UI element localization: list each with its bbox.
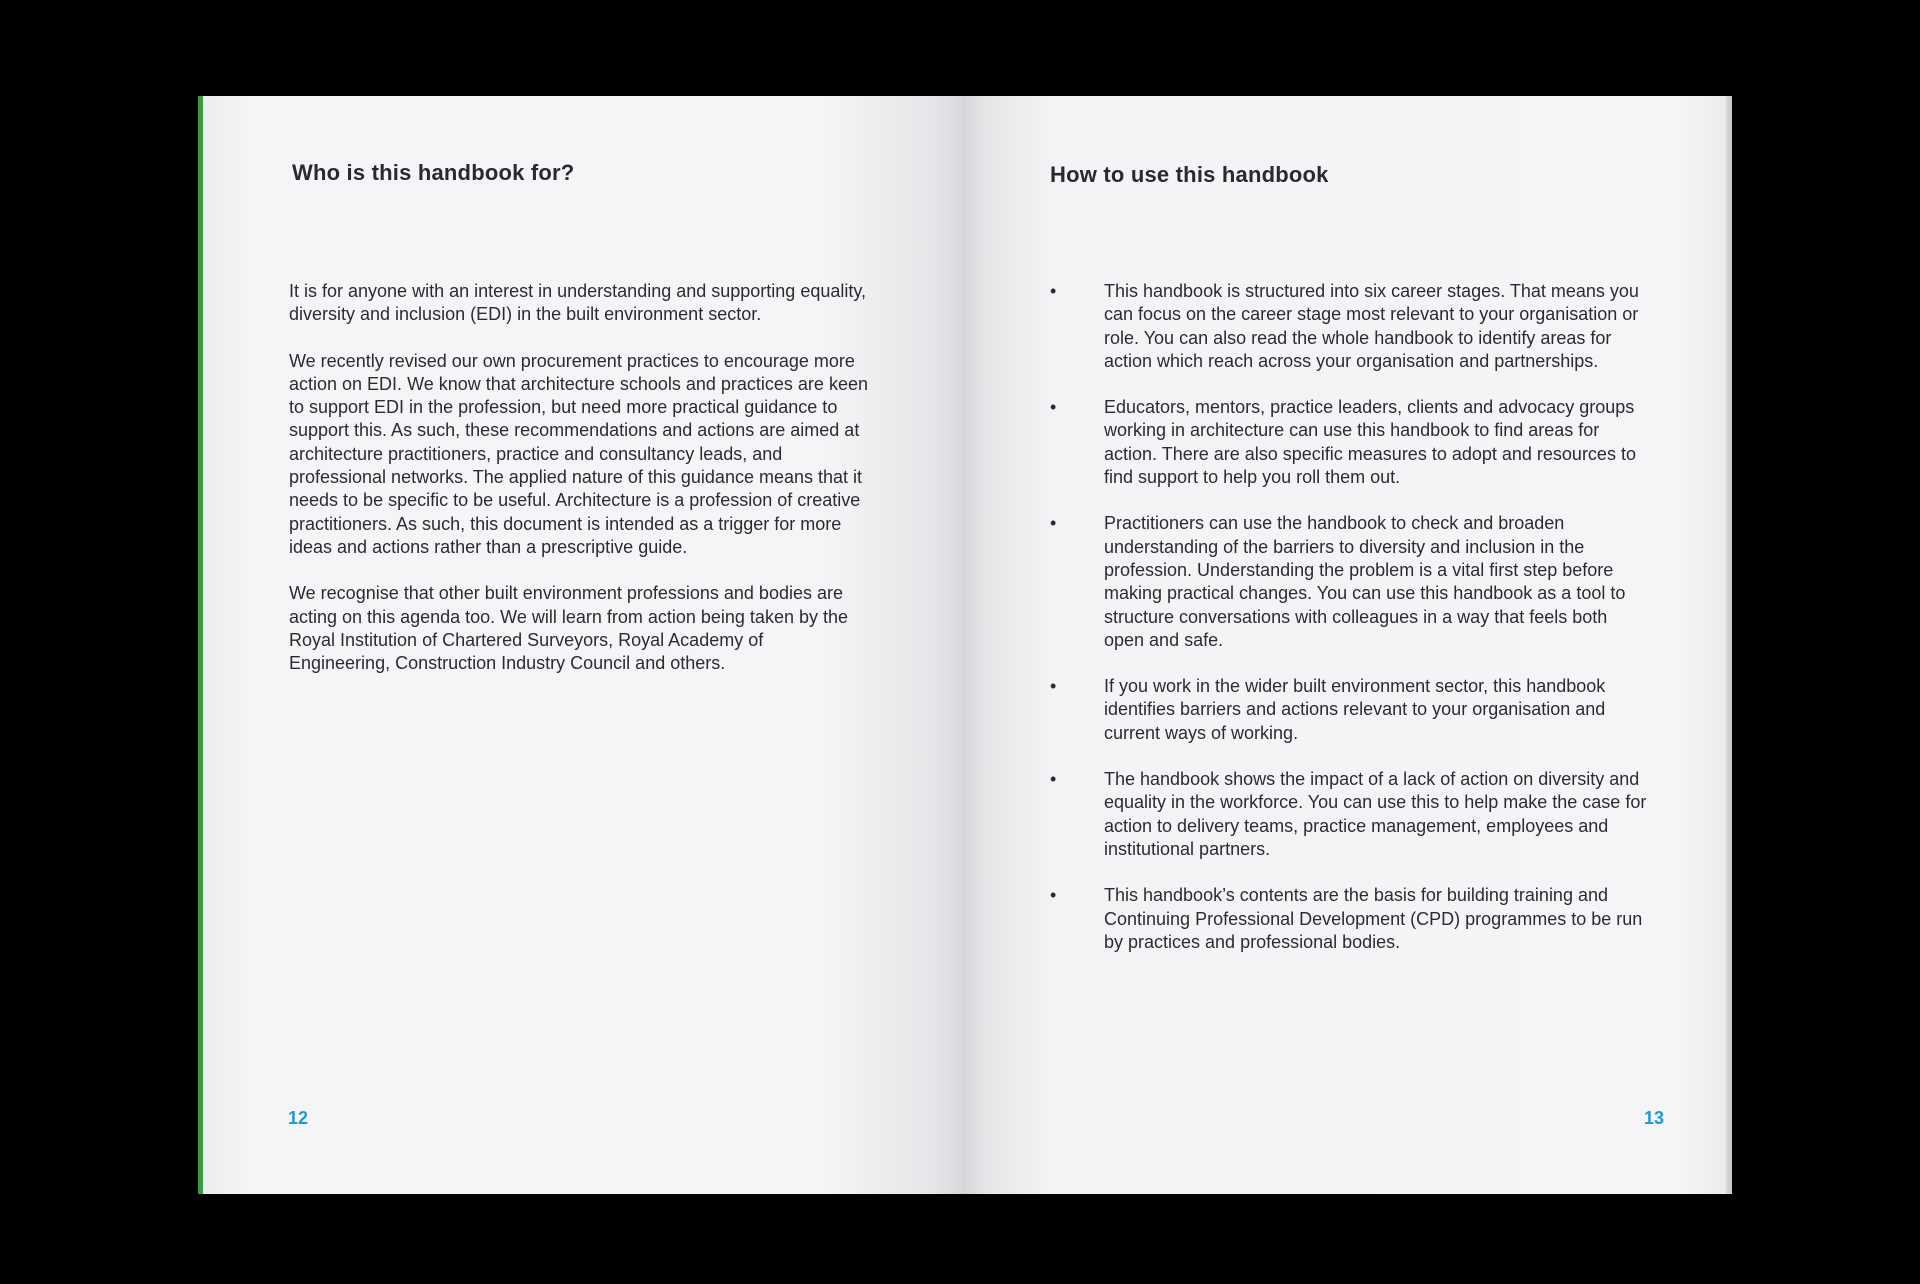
right-page (962, 96, 1726, 1194)
left-page-body (289, 280, 869, 698)
page-number-right: 13 (1643, 1108, 1664, 1128)
list-item-text: This handbook is structured into six career stages. That means you can focus on the career stage most relevant to your organisation or role. You can also read the whole handbook to identify areas for action which reach across your organisation and partnerships. (1104, 281, 1639, 371)
list-item (1050, 280, 1650, 373)
left-page-heading: Who is this handbook for? (292, 160, 575, 185)
bullet-icon: • (1050, 397, 1057, 418)
list-item (1050, 675, 1650, 745)
usage-bullet-list (1050, 280, 1650, 977)
left-page (202, 96, 962, 1194)
list-item (1050, 396, 1650, 489)
paragraph: We recognise that other built environment professions and bodies are acting on this agenda too. We will learn from action being taken by the Royal Institution of Chartered Surveyors, Royal Academy of Engineering, Construction Industry Council and others. (289, 583, 849, 674)
right-page-heading: How to use this handbook (1050, 162, 1329, 187)
open-book-spread (202, 96, 1726, 1194)
bullet-icon: • (1050, 769, 1057, 790)
bullet-icon: • (1050, 676, 1057, 697)
list-item-text: Practitioners can use the handbook to check and broaden understanding of the barriers to diversity and inclusion in the profession. Understanding the problem is a vital first step before making practical changes. You can use this handbook as a tool to structure conversations with colleagues in a way that feels both open and safe. (1104, 513, 1626, 650)
list-item-text: The handbook shows the impact of a lack of action on diversity and equality in the workforce. You can use this to help make the case for action to delivery teams, practice management, employees and institutional partners. (1104, 769, 1647, 859)
list-item-text: If you work in the wider built environment sector, this handbook identifies barriers and actions relevant to your organisation and current ways of working. (1104, 676, 1606, 743)
list-item (1050, 768, 1650, 861)
list-item (1050, 512, 1650, 652)
bullet-icon: • (1050, 513, 1057, 534)
paragraph: It is for anyone with an interest in understanding and supporting equality, diversity and inclusion (EDI) in the built environment sector. (289, 281, 867, 325)
bullet-icon: • (1050, 885, 1057, 906)
page-number-left: 12 (288, 1108, 309, 1128)
list-item (1050, 884, 1650, 954)
list-item-text: This handbook’s contents are the basis for building training and Continuing Professional Development (CPD) programmes to be run by practices and professional bodies. (1104, 885, 1643, 952)
bullet-icon: • (1050, 281, 1057, 301)
list-item-text: Educators, mentors, practice leaders, clients and advocacy groups working in architecture can use this handbook to find areas for action. There are also specific measures to adopt and resources to find support to help you roll them out. (1104, 397, 1636, 488)
paragraph: We recently revised our own procurement practices to encourage more action on EDI. We know that architecture schools and practices are keen to support EDI in the profession, but need more practical guidance to support this. As such, these recommendations and actions are aimed at architecture practitioners, practice and consultancy leads, and professional networks. The applied nature of this guidance means that it needs to be specific to be useful. Architecture is a profession of creative practitioners. As such, this document is intended as a trigger for more ideas and actions rather than a prescriptive guide. (289, 350, 868, 557)
